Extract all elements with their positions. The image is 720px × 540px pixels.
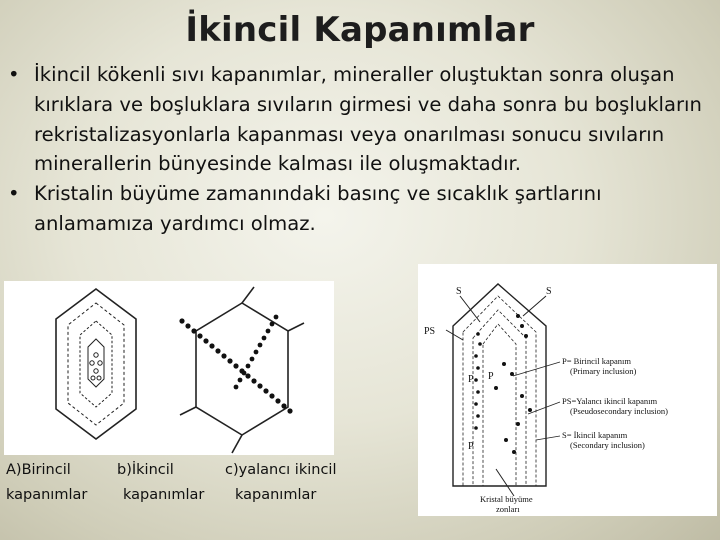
label-ps: PS <box>424 326 436 337</box>
svg-text:PS=Yalancı ikincil kapanım: PS=Yalancı ikincil kapanım <box>562 396 658 406</box>
caption-secondary: b)İkincil kapanımlar <box>117 462 205 503</box>
svg-text:(Pseudosecondary inclusion): (Pseudosecondary inclusion) <box>570 406 668 416</box>
caption-primary: A)Birincil kapanımlar <box>6 462 88 503</box>
label-s-right: S <box>546 286 552 297</box>
bullet-text: Kristalin büyüme zamanındaki basınç ve sıcaklık şartlarını anlamamıza yardımcı olmaz. <box>34 182 602 235</box>
bullet-text: İkincil kökenli sıvı kapanımlar, mineraller oluştuktan sonra oluşan kırıklara ve boşluklara sıvıların girmesi ve daha sonra bu boşlukların rekristalizasyonlarla kapanması veya onarılması sonucu sıvıların minerallerin bünyesinde kalması ile oluşmaktadır. <box>34 63 702 176</box>
svg-text:S= İkincil kapanım: S= İkincil kapanım <box>562 430 628 440</box>
inclusion-sketches <box>4 281 334 455</box>
svg-text:zonları: zonları <box>496 504 520 514</box>
bullet-item <box>8 60 714 179</box>
bullet-marker: • <box>8 182 20 206</box>
primary-inclusion-crystal <box>56 289 136 439</box>
inclusion-type-diagram <box>418 264 717 516</box>
inclusion-dots <box>474 314 532 454</box>
label-p-top: P <box>468 374 474 385</box>
zone-label <box>480 494 533 514</box>
label-p-bottom: P <box>468 441 474 452</box>
svg-text:P= Birincil kapanım: P= Birincil kapanım <box>562 356 632 366</box>
label-p-mid: P <box>488 371 494 382</box>
bullet-marker: • <box>8 63 20 86</box>
svg-text:(Primary inclusion): (Primary inclusion) <box>570 366 637 376</box>
crystal-outline <box>453 284 546 486</box>
slide-title: İkincil Kapanımlar <box>185 10 535 50</box>
growth-zone-3 <box>483 324 516 486</box>
growth-zone-2 <box>473 310 526 486</box>
caption-pseudosecondary: c)yalancı ikincil kapanımlar <box>225 462 337 503</box>
left-figure <box>4 281 334 455</box>
diagram-legend <box>562 356 668 450</box>
label-s-left: S <box>456 286 462 297</box>
bullet-list <box>8 60 714 239</box>
svg-text:Kristal büyüme: Kristal büyüme <box>480 494 533 504</box>
bullet-item <box>8 179 714 239</box>
svg-text:(Secondary inclusion): (Secondary inclusion) <box>570 440 645 450</box>
right-figure <box>418 264 717 516</box>
growth-zone-1 <box>463 296 536 486</box>
pseudosecondary-inclusion-trail <box>234 315 279 390</box>
